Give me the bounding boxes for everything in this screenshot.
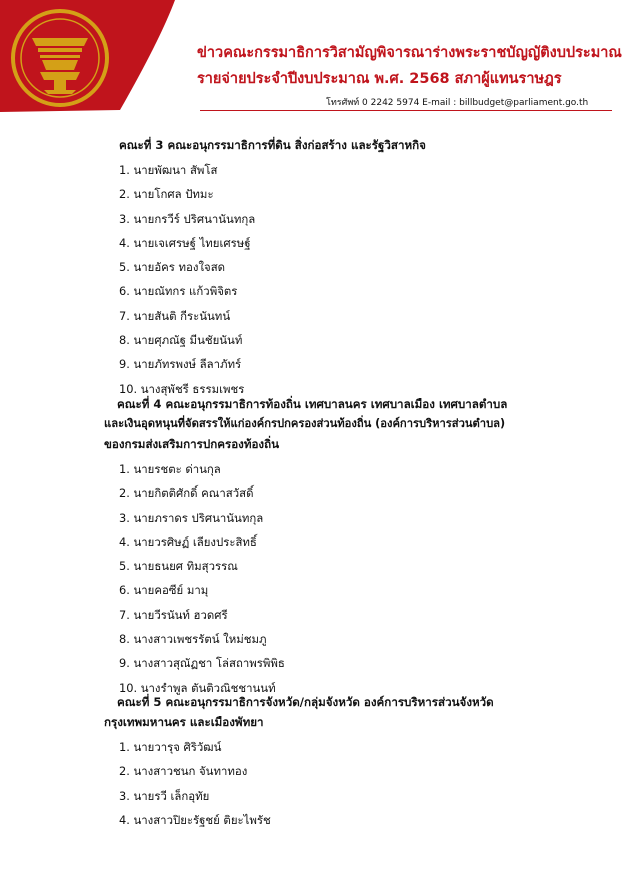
section-title-line: ของกรมส่งเสริมการปกครองท้องถิ่น xyxy=(104,437,280,451)
section-title xyxy=(104,692,494,732)
list-item: 2. นายโกศล ปัทมะ xyxy=(119,187,214,202)
list-item: 4. นางสาวปิยะรัฐชย์ ติยะไพรัช xyxy=(119,812,271,827)
list-item: 1. นายพัฒนา สัพโส xyxy=(119,163,218,177)
section-title xyxy=(104,394,507,454)
list-item: 2. นายกิตติศักดิ์ คณาสวัสดิ์ xyxy=(119,486,254,501)
list-item: 5. นายอัคร ทองใจสด xyxy=(119,260,226,275)
list-item: 3. นายรวี เล็กอุทัย xyxy=(119,788,210,803)
section-title-line: คณะที่ 4 คณะอนุกรรมาธิการท้องถิ่น เทศบาลนคร เทศบาลเมือง เทศบาลตำบล xyxy=(117,397,508,411)
list-item: 8. นายศุภณัฐ มีนชัยนันท์ xyxy=(119,333,243,348)
document-header xyxy=(0,0,629,112)
member-list xyxy=(106,735,494,832)
header-title-line-2: รายจ่ายประจำปีงบประมาณ พ.ศ. 2568 สภาผู้แทนราษฎร xyxy=(197,71,562,87)
section-title-line: กรุงเทพมหานคร และเมืองพัทยา xyxy=(104,715,264,729)
list-item: 1. นายรชตะ ด่านกุล xyxy=(119,462,221,476)
list-item: 8. นางสาวเพชรรัตน์ ใหม่ชมภู xyxy=(119,632,267,647)
list-item: 3. นายกรวีร์ ปริศนานันทกุล xyxy=(119,211,256,226)
member-list xyxy=(106,457,507,700)
list-item: 10. นางสุพัชรี ธรรมเพชร xyxy=(119,381,245,396)
list-item: 7. นายวีรนันท์ ฮวดศรี xyxy=(119,607,228,622)
list-item: 4. นายวรศิษฏ์ เลียงประสิทธิ์ xyxy=(119,534,257,549)
section-title-line: และเงินอุดหนุนที่จัดสรรให้แก่องค์กรปกครองส่วนท้องถิ่น (องค์การบริหารส่วนตำบล) xyxy=(104,417,506,430)
list-item: 4. นายเจเศรษฐ์ ไทยเศรษฐ์ xyxy=(119,235,251,250)
list-item: 1. นายวารุจ ศิริวัฒน์ xyxy=(119,740,222,754)
subcommittee-4-section xyxy=(106,394,507,700)
list-item: 5. นายธนยศ ทิมสุวรรณ xyxy=(119,559,238,574)
section-title-line: คณะที่ 5 คณะอนุกรรมาธิการจังหวัด/กลุ่มจังหวัด องค์การบริหารส่วนจังหวัด xyxy=(117,695,494,709)
header-title-line-1: ข่าวคณะกรรมาธิการวิสามัญพิจารณาร่างพระราชบัญญัติงบประมาณ xyxy=(197,45,622,61)
list-item: 6. นายคอซีย์ มามุ xyxy=(119,583,209,598)
subcommittee-3-section xyxy=(119,136,426,401)
list-item: 10. นางรำพูล ตันติวณิชชานนท์ xyxy=(119,680,276,695)
list-item: 7. นายสันติ กีระนันทน์ xyxy=(119,308,231,323)
header-divider xyxy=(200,110,612,111)
section-title xyxy=(119,136,426,155)
list-item: 2. นางสาวชนก จันทาทอง xyxy=(119,764,248,779)
list-item: 9. นางสาวสุณัฏชา โล่สถาพรพิพิธ xyxy=(119,656,285,671)
list-item: 9. นายภัทรพงษ์ ลีลาภัทร์ xyxy=(119,357,242,372)
list-item: 6. นายณัทกร แก้วพิจิตร xyxy=(119,284,238,299)
subcommittee-5-section xyxy=(106,692,494,832)
contact-info: โทรศัพท์ 0 2242 5974 E-mail : billbudget@parliament.go.th xyxy=(326,98,589,108)
section-title-line: คณะที่ 3 คณะอนุกรรมาธิการที่ดิน สิ่งก่อสร้าง และรัฐวิสาหกิจ xyxy=(119,138,426,152)
parliament-emblem-icon xyxy=(10,8,110,108)
member-list xyxy=(119,158,426,401)
list-item: 3. นายภราดร ปริศนานันทกุล xyxy=(119,510,264,525)
